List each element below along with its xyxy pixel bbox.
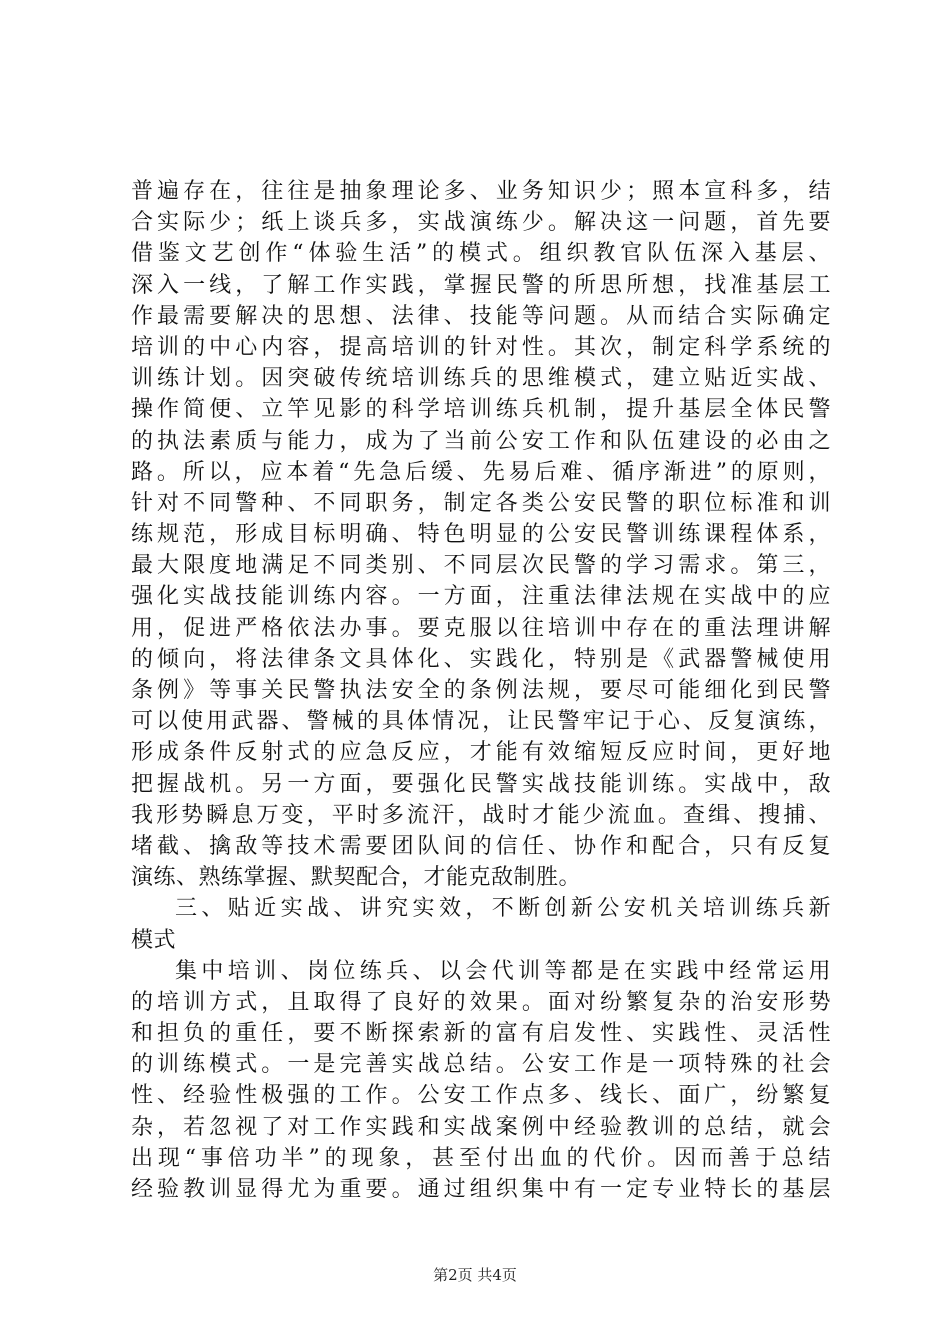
text-line: 出现“事倍功半”的现象，甚至付出血的代价。因而善于总结 [131,1145,831,1171]
text-line: 可以使用武器、警械的具体情况，让民警牢记于心、反复演练， [131,709,831,735]
text-line: 作最需要解决的思想、法律、技能等问题。从而结合实际确定 [131,303,831,329]
text-line: 演练、熟练掌握、默契配合，才能克敌制胜。 [131,865,582,891]
text-line: 的倾向，将法律条文具体化、实践化，特别是《武器警械使用 [131,646,831,672]
text-line: 的训练模式。一是完善实战总结。公安工作是一项特殊的社会 [131,1052,831,1078]
text-line: 最大限度地满足不同类别、不同层次民警的学习需求。第三， [131,553,831,579]
text-line: 用，促进严格依法办事。要克服以往培训中存在的重法理讲解 [131,615,831,641]
section-heading-line: 三、贴近实战、讲究实效，不断创新公安机关培训练兵新 [175,896,831,922]
text-line: 针对不同警种、不同职务，制定各类公安民警的职位标准和训 [131,490,831,516]
text-line: 我形势瞬息万变，平时多流汗，战时才能少流血。查缉、搜捕、 [131,802,831,828]
section-heading-line: 模式 [131,927,177,953]
text-line: 培训的中心内容，提高培训的针对性。其次，制定科学系统的 [131,334,831,360]
text-line: 形成条件反射式的应急反应，才能有效缩短反应时间，更好地 [131,740,831,766]
text-line: 的执法素质与能力，成为了当前公安工作和队伍建设的必由之 [131,428,831,454]
text-line: 路。所以，应本着“先急后缓、先易后难、循序渐进”的原则， [131,459,831,485]
text-line: 合实际少；纸上谈兵多，实战演练少。解决这一问题，首先要 [131,210,831,236]
text-line: 普遍存在，往往是抽象理论多、业务知识少；照本宣科多，结 [131,179,831,204]
text-line: 杂，若忽视了对工作实践和实战案例中经验教训的总结，就会 [131,1114,831,1140]
text-line: 条例》等事关民警执法安全的条例法规，要尽可能细化到民警 [131,678,831,703]
text-line: 深入一线，了解工作实践，掌握民警的所思所想，找准基层工 [131,272,831,298]
text-line: 堵截、擒敌等技术需要团队间的信任、协作和配合，只有反复 [131,833,831,859]
text-line: 操作简便、立竿见影的科学培训练兵机制，提升基层全体民警 [131,397,831,423]
text-line: 借鉴文艺创作“体验生活”的模式。组织教官队伍深入基层、 [131,241,831,267]
body-text [131,176,831,1205]
page-number: 第2页 共4页 [433,1266,517,1284]
text-line: 把握战机。另一方面，要强化民警实战技能训练。实战中，敌 [131,771,831,797]
text-line: 经验教训显得尤为重要。通过组织集中有一定专业特长的基层 [131,1177,831,1202]
text-line: 集中培训、岗位练兵、以会代训等都是在实践中经常运用 [175,958,831,984]
text-line: 性、经验性极强的工作。公安工作点多、线长、面广，纷繁复 [131,1083,831,1109]
text-line: 和担负的重任，要不断探索新的富有启发性、实践性、灵活性 [131,1021,831,1047]
text-line: 强化实战技能训练内容。一方面，注重法律法规在实战中的应 [131,584,831,610]
text-line: 训练计划。因突破传统培训练兵的思维模式，建立贴近实战、 [131,366,831,392]
page-footer [0,1265,950,1285]
text-line: 练规范，形成目标明确、特色明显的公安民警训练课程体系， [131,522,831,548]
text-line: 的培训方式，且取得了良好的效果。面对纷繁复杂的治安形势 [131,989,831,1015]
